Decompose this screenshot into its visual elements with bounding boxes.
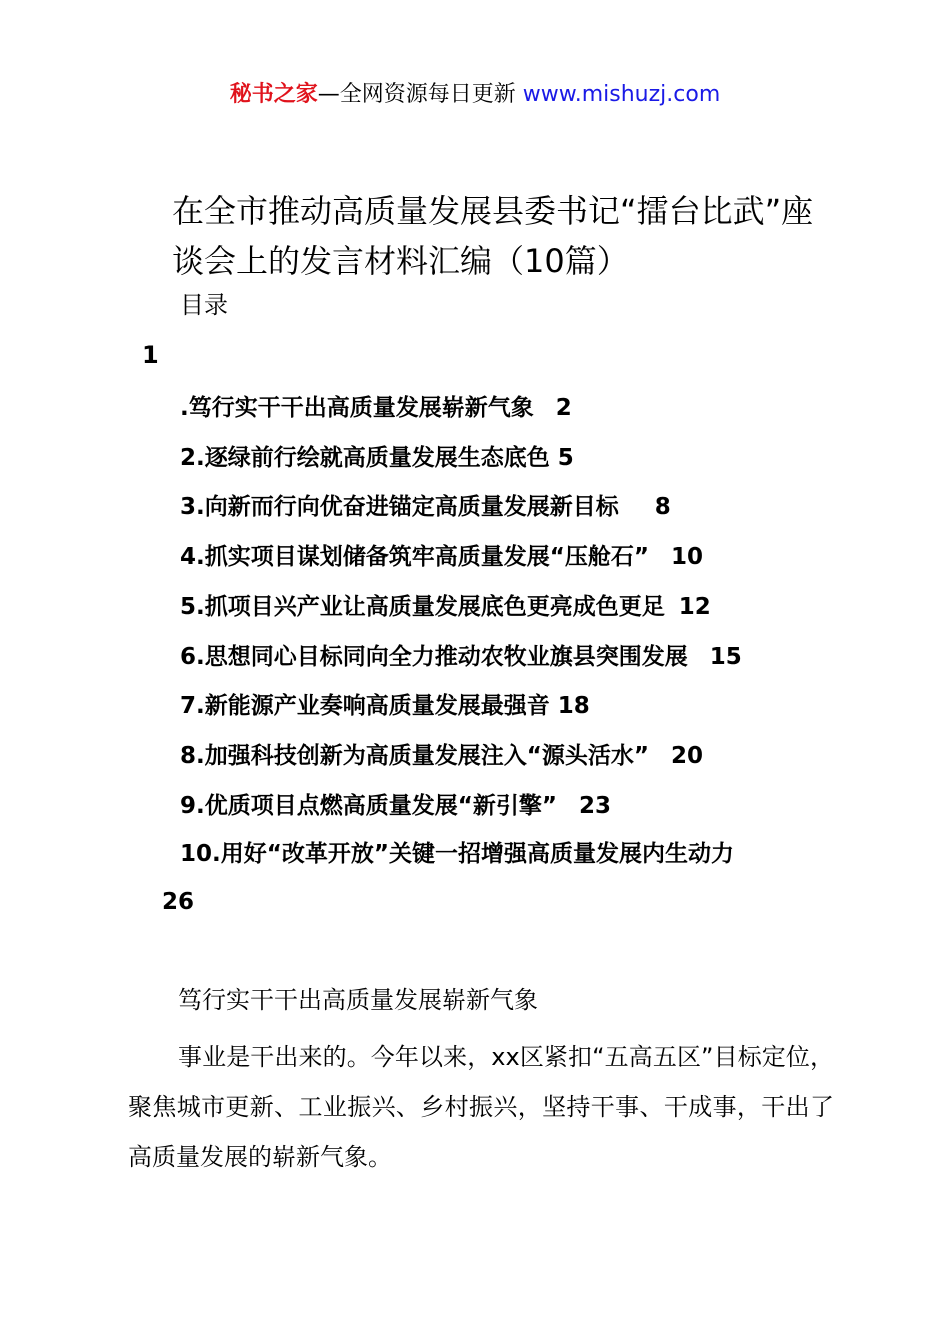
toc-entry-page: 20	[670, 742, 703, 769]
site-brand-name: 秘书之家	[229, 82, 318, 107]
toc-entry-page: 5	[557, 444, 574, 471]
toc-entry-label: 3.向新而行向优奋进锚定高质量发展新目标	[180, 494, 619, 521]
toc-entry-page: 10	[670, 544, 703, 571]
toc-entry-label: 8.加强科技创新为高质量发展注入“源头活水”	[180, 742, 649, 769]
section-heading: 笃行实干干出高质量发展崭新气象	[178, 986, 538, 1014]
body-paragraph: 事业是干出来的。今年以来，xx区紧扣“五高五区”目标定位，聚焦城市更新、工业振兴、乡村振兴，坚持干事、干成事，干出了高质量发展的崭新气象。	[128, 1043, 834, 1171]
toc-entry-last[interactable]	[162, 830, 860, 926]
toc-entry-label: .笃行实干干出高质量发展崭新气象	[180, 395, 534, 421]
document-title: 在全市推动高质量发展县委书记“擂台比武”座谈会上的发言材料汇编（10篇）	[172, 192, 814, 280]
toc-entry[interactable]	[180, 633, 840, 683]
toc-entry-label: 9.优质项目点燃高质量发展“新引擎”	[180, 792, 557, 819]
toc-entry[interactable]	[180, 384, 840, 434]
toc-entry[interactable]	[180, 782, 840, 832]
site-tagline: —全网资源每日更新	[317, 82, 516, 107]
toc-entry-page: 26	[162, 889, 195, 915]
site-url-link[interactable]: www.mishuzj.com	[522, 82, 721, 107]
toc-entry[interactable]	[180, 483, 840, 533]
table-of-contents	[180, 384, 840, 831]
toc-entry[interactable]	[180, 583, 840, 633]
toc-entry[interactable]	[180, 533, 840, 583]
toc-entry-page: 12	[678, 593, 711, 620]
site-header-banner	[0, 80, 950, 110]
toc-entry-label: 4.抓实项目谋划储备筑牢高质量发展“压舱石”	[180, 544, 649, 571]
toc-entry-label: 7.新能源产业奏响高质量发展最强音	[180, 693, 550, 720]
toc-entry-label: 6.思想同心目标同向全力推动农牧业旗县突围发展	[180, 643, 688, 670]
toc-entry[interactable]	[180, 732, 840, 782]
toc-first-number: 1	[142, 341, 159, 369]
toc-entry-label: 10.用好“改革开放”关键一招增强高质量发展内生动力	[180, 841, 734, 867]
toc-entry-page: 8	[654, 494, 671, 521]
toc-entry-page: 2	[555, 395, 572, 421]
toc-entry[interactable]	[180, 434, 840, 484]
toc-entry-page: 23	[578, 792, 611, 819]
toc-entry[interactable]	[180, 682, 840, 732]
toc-entry-page: 18	[557, 693, 590, 720]
toc-heading: 目录	[180, 291, 228, 319]
toc-entry-page: 15	[709, 643, 742, 670]
toc-entry-label: 2.逐绿前行绘就高质量发展生态底色	[180, 444, 550, 471]
toc-entry-label: 5.抓项目兴产业让高质量发展底色更亮成色更足	[180, 593, 665, 620]
